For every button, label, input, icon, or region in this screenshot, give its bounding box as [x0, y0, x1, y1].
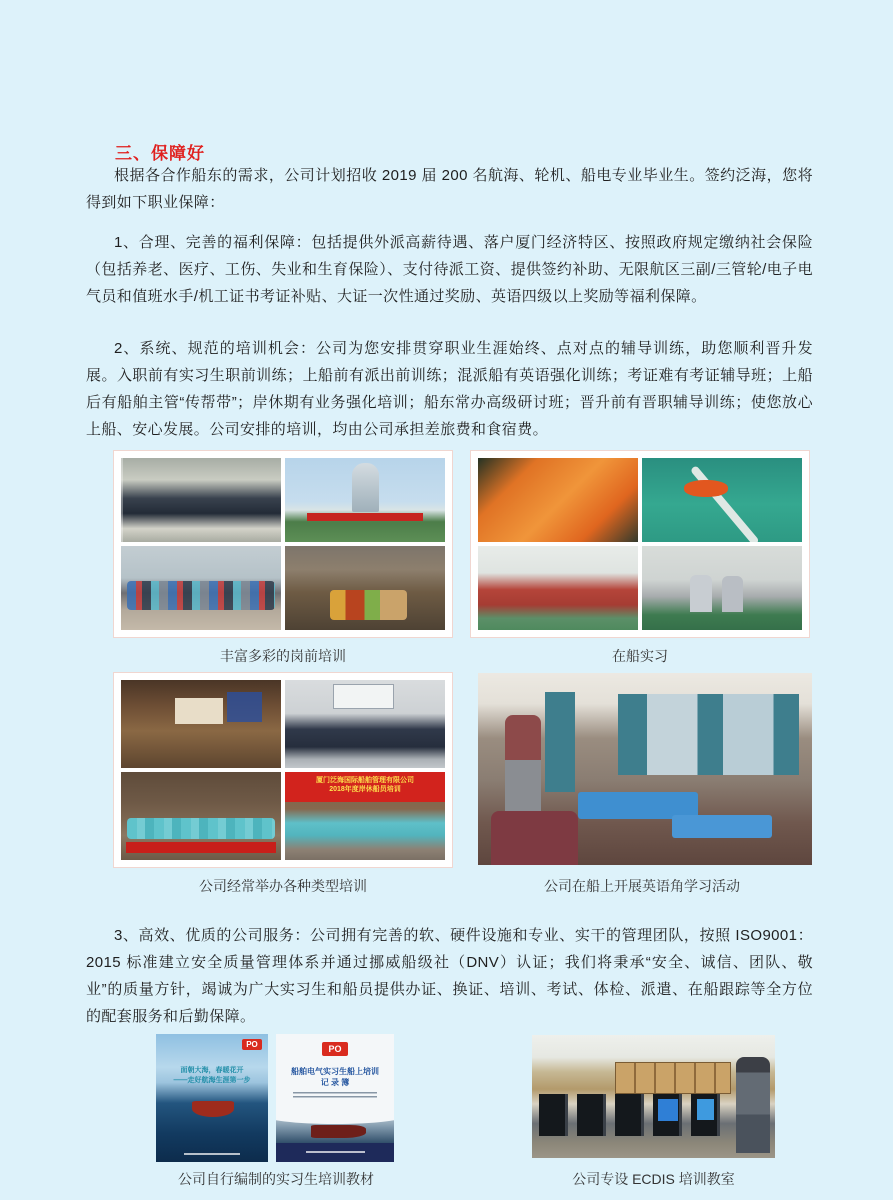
projector-screen-shape [333, 684, 394, 709]
caption-ecdis-classroom: 公司专设 ECDIS 培训教室 [572, 1171, 735, 1187]
book-cover-electrical-record-book [276, 1034, 394, 1162]
lifeboat-shape [684, 480, 729, 497]
blue-screen-shape [658, 1099, 677, 1121]
photo-ecdis-classroom [532, 1035, 775, 1158]
english-microtext [293, 1092, 378, 1099]
white-swoosh-shape [276, 1107, 394, 1124]
projector-screen-shape [175, 698, 223, 724]
photo-collage-prejob-training [113, 450, 453, 638]
red-ship-shape [311, 1125, 365, 1139]
caption-training-textbooks: 公司自行编制的实习生培训教材 [178, 1171, 374, 1187]
photo-bbq-activity [285, 546, 445, 630]
standing-teacher-shape [505, 715, 542, 826]
photo-conference-training [121, 680, 281, 768]
people-row-shape [127, 581, 274, 610]
benefit-item-welfare: 1、合理、完善的福利保障：包括提供外派高薪待遇、落户厦门经济特区、按照政府规定缴纳社会保险（包括养老、医疗、工伤、失业和生育保险）、支付待派工资、提供签约补助、无限航区三副/三管轮/电子电气员和值班水手/机工证书考证补贴、大证一次性通过奖励、英语四级以上奖励等福利保障。 [86, 234, 813, 305]
sign-line-training: 2018年度岸休船员培训 [329, 786, 401, 793]
maroon-chair-shape [491, 811, 578, 865]
crane-shape [691, 465, 761, 542]
benefit-item-training: 2、系统、规范的培训机会：公司为您安排贯穿职业生涯始终、点对点的辅导训练，助您顺利晋升发展。入职前有实习生职前训练；上船前有派出前训练；混派船有英语强化训练；考证难有考证辅导班；上船后有船舶主管“传帮带”；岸休期有业务强化培训；船东常办高级研讨班；晋升前有晋职辅导训练；使您放心上船、安心发展。公司安排的培训，均由公司承担差旅费和食宿费。 [86, 340, 813, 438]
book1-slogan-line1: 面朝大海，春暖花开 [180, 1067, 244, 1074]
publisher-microtext [184, 1153, 240, 1155]
photo-lifeboat-launch [642, 458, 802, 542]
caption-english-corner: 公司在船上开展英语角学习活动 [544, 878, 740, 894]
red-sign-text [285, 772, 445, 802]
photo-lifejacket-muster [478, 546, 638, 630]
instructor-shape [736, 1057, 770, 1153]
photo-fire-drill [642, 546, 802, 630]
book1-slogan-line2: ——走好航海生涯第一步 [173, 1077, 251, 1084]
caption-onboard-internship: 在船实习 [612, 648, 668, 664]
photo-ecdis-classroom-bg [532, 1035, 775, 1158]
teal-shirts-row-shape [127, 818, 274, 839]
blue-screen-shape [697, 1099, 714, 1120]
red-ship-shape [192, 1101, 235, 1118]
po-logo: PO [322, 1042, 348, 1056]
navy-footer-band [276, 1143, 394, 1162]
photo-group-outing [121, 546, 281, 630]
book2-title-line2: 记 录 簿 [320, 1078, 350, 1087]
publisher-microtext [306, 1151, 365, 1153]
blue-table-shape [672, 815, 772, 838]
book2-title [276, 1066, 394, 1088]
tower-shape [352, 463, 379, 512]
po-logo: PO [242, 1039, 262, 1050]
caption-prejob-training: 丰富多彩的岗前培训 [220, 648, 346, 664]
photo-liferaft-drill [478, 458, 638, 542]
backdrop-shape [227, 692, 262, 722]
fire-suit-shape [690, 575, 712, 613]
food-table-shape [330, 590, 407, 620]
photo-shore-leave-training-group [285, 772, 445, 860]
sea-photo-band [276, 1116, 394, 1144]
book-cover-seafaring-guide [156, 1034, 268, 1162]
caption-various-trainings: 公司经常举办各种类型培训 [199, 878, 367, 894]
photo-collage-onboard-internship [470, 450, 810, 638]
section-heading: 三、保障好 [115, 144, 205, 163]
intro-paragraph: 根据各合作船东的需求，公司计划招收 2019 届 200 名航海、轮机、船电专业毕业生。签约泛海，您将得到如下职业保障： [86, 167, 813, 211]
benefit-item-service: 3、高效、优质的公司服务：公司拥有完善的软、硬件设施和专业、实干的管理团队，按照 ISO9001：2015 标准建立安全质量管理体系并通过挪威船级社（DNV）认证；我们将秉承“安全、诚信、团队、敬业”的质量方针，竭诚为广大实习生和船员提供办证、换证、培训、考试、体检、派遣、在船跟踪等全方位的配套服务和后勤保障。 [86, 927, 813, 1025]
photo-suits-group [285, 680, 445, 768]
photo-collage-various-trainings [113, 672, 453, 868]
book1-slogan [156, 1066, 268, 1086]
photo-training-textbooks [156, 1034, 394, 1162]
photo-english-corner [478, 673, 812, 865]
collage-grid [478, 458, 802, 630]
photo-group-tower [285, 458, 445, 542]
photo-banner-group [121, 772, 281, 860]
photo-english-corner-bg [478, 673, 812, 865]
collage-grid [121, 680, 445, 860]
red-banner-shape [307, 513, 422, 521]
fire-suit-shape [722, 576, 743, 612]
sign-line-company: 厦门泛海国际船舶管理有限公司 [316, 777, 414, 784]
window-curtains-shape [618, 694, 798, 775]
book2-title-line1: 船舶电气实习生船上培训 [291, 1067, 379, 1076]
wood-cabinets-shape [615, 1062, 732, 1094]
collage-grid [121, 458, 445, 630]
red-banner-shape [126, 842, 276, 853]
photo-classroom-lecture [121, 458, 281, 542]
curtain-shape [545, 692, 575, 792]
